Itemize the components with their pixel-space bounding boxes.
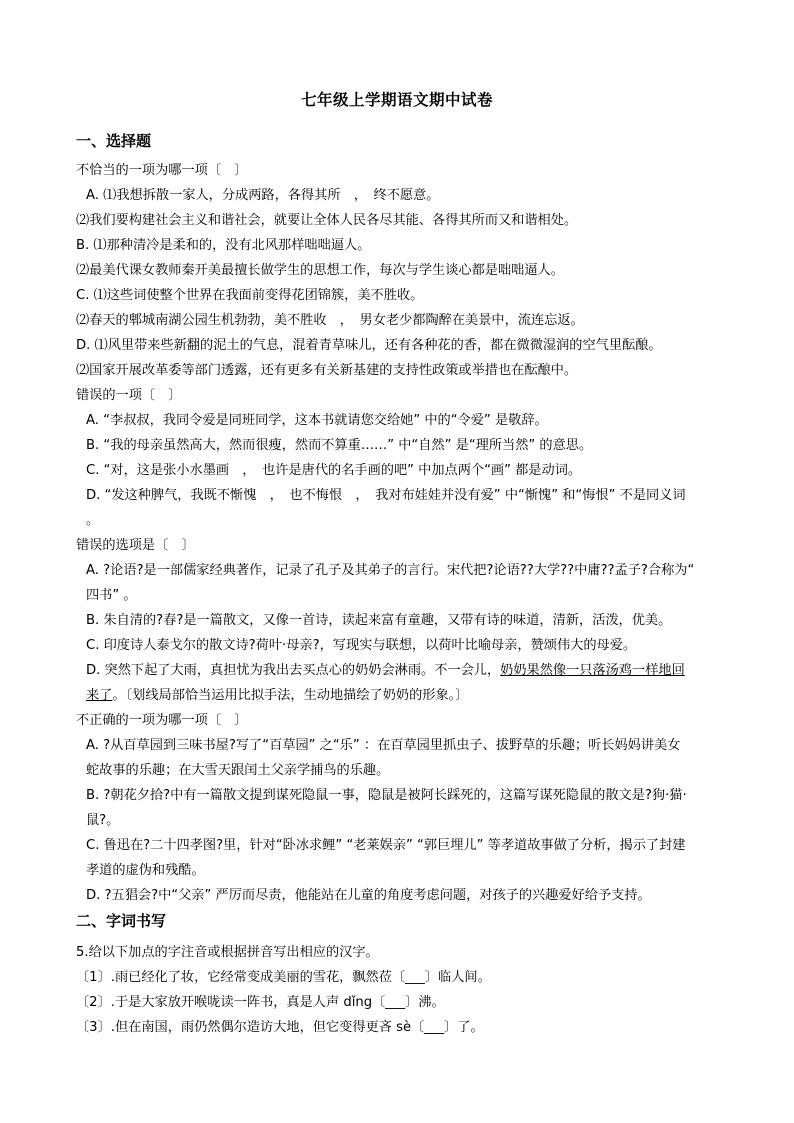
q3-option-c: C. 印度诗人泰戈尔的散文诗?荷叶·母亲?，写现实与联想，以荷叶比喻母亲，赞颂伟大的母爱。 (86, 638, 637, 653)
q1-stem: 不恰当的一项为哪一项〔 〕 (76, 163, 248, 178)
q4-option-a: A. ?从百草园到三味书屋?写了“百草园” 之“乐” ：在百草园里抓虫子、拔野草的乐趣；听长妈妈讲美女 (86, 738, 681, 753)
q3-option-a: A. ?论语?是一部儒家经典著作，记录了孔子及其弟子的言行。宋代把?论语??大学??中庸??孟子?合称为“ (86, 563, 695, 578)
q1-option-b1: B. ⑴那种清冷是柔和的，没有北风那样咄咄逼人。 (76, 238, 371, 253)
q5-item-1: 〔1〕.雨已经化了妆，它经常变成美丽的雪花，飘然莅〔___〕临人间。 (76, 970, 491, 985)
q1-option-c1: C. ⑴这些词使整个世界在我面前变得花团锦簇，美不胜收。 (76, 288, 424, 303)
q2-option-b: B. “我的母亲虽然高大，然而很瘦，然而不算重……” 中“自然” 是“理所当然” 的意思。 (86, 438, 593, 453)
q1-option-d2: ⑵国家开展改革委等部门透露，还有更多有关新基建的支持性政策或举措也在酝酿中。 (76, 363, 578, 378)
q1-option-d1: D. ⑴风里带来些新翻的泥土的气息，混着青草味儿，还有各种花的香，都在微微湿润的空气里酝酿。 (76, 338, 662, 353)
q4-option-c: C. 鲁迅在?二十四孝图?里，针对“卧冰求鲤” “老莱娱亲” “郭巨埋儿” 等孝道故事做了分析，揭示了封建 (86, 838, 686, 853)
q5-stem: 5.给以下加点的字注音或根据拼音写出相应的汉字。 (76, 945, 379, 960)
q2-option-c: C. “对，这是张小水墨画 ， 也许是唐代的名手画的吧” 中加点两个“画” 都是动词。 (86, 463, 582, 478)
q5-item-2: 〔2〕.于是大家放开喉咙读一阵书，真是人声 dǐng〔___〕沸。 (76, 995, 445, 1010)
q1-option-a2: ⑵我们要构建社会主义和谐社会，就要让全体人民各尽其能、各得其所而又和谐相处。 (76, 213, 578, 228)
underlined-phrase: 奶奶果然像一只落汤鸡一样地回 (500, 663, 685, 678)
q3-option-d-text: D. 突然下起了大雨，真担忧为我出去买点心的奶奶会淋雨。不一会儿， (86, 663, 501, 678)
q3-stem: 错误的选项是〔 〕 (76, 538, 195, 553)
q4-option-d: D. ?五猖会?中“父亲” 严厉而尽责，他能站在儿童的角度考虑问题，对孩子的兴趣爱好给予支持。 (86, 888, 651, 903)
q1-option-a1: A. ⑴我想拆散一家人，分成两路，各得其所 ， 终不愿意。 (86, 188, 440, 203)
underlined-phrase-cont: 来了 (86, 688, 113, 703)
q4-option-b-cont: 鼠?。 (86, 813, 120, 828)
page-title: 七年级上学期语文期中试卷 (300, 91, 493, 109)
q4-option-c-cont: 孝道的虚伪和残酷。 (86, 863, 205, 878)
q3-option-d-note: 。〔划线局部恰当运用比拟手法，生动地描绘了奶奶的形象。〕 (112, 688, 469, 703)
q3-option-d-cont (86, 687, 468, 705)
q2-stem: 错误的一项〔 〕 (76, 388, 182, 403)
section-heading-choice: 一、选择题 (76, 132, 152, 150)
q4-stem: 不正确的一项为哪一项〔 〕 (76, 713, 248, 728)
section-heading-words: 二、字词书写 (76, 912, 167, 930)
q4-option-a-cont: 蛇故事的乐趣；在大雪天跟闰土父亲学捕鸟的乐趣。 (86, 763, 390, 778)
q2-option-d: D. “发这种脾气，我既不惭愧 ， 也不悔恨 ， 我对布娃娃并没有爱” 中“惭愧” 和“悔恨” 不是同义词 (86, 488, 686, 503)
q3-option-b: B. 朱自清的?春?是一篇散文，又像一首诗，读起来富有童趣，又带有诗的味道，清新，活泼，优美。 (86, 613, 672, 628)
q1-option-b2: ⑵最美代课女教师秦开美最擅长做学生的思想工作，每次与学生谈心都是咄咄逼人。 (76, 263, 564, 278)
q2-option-a: A. “李叔叔，我同令爱是同班同学，这本书就请您交给她” 中的“令爱” 是敬辞。 (86, 413, 548, 428)
q4-option-b: B. ?朝花夕拾?中有一篇散文提到谋死隐鼠一事，隐鼠是被阿长踩死的，这篇写谋死隐鼠的散文是?狗·猫· (86, 788, 687, 803)
q5-item-3: 〔3〕.但在南国，雨仍然偶尔造访大地，但它变得更吝 sè〔___〕了。 (76, 1020, 484, 1035)
q3-option-d (86, 662, 685, 680)
q2-option-d-cont: 。 (86, 513, 100, 528)
q1-option-c2: ⑵春天的郫城南湖公园生机勃勃，美不胜收 ， 男女老少都陶醉在美景中，流连忘返。 (76, 313, 584, 328)
q3-option-a-cont: 四书” 。 (86, 588, 137, 603)
